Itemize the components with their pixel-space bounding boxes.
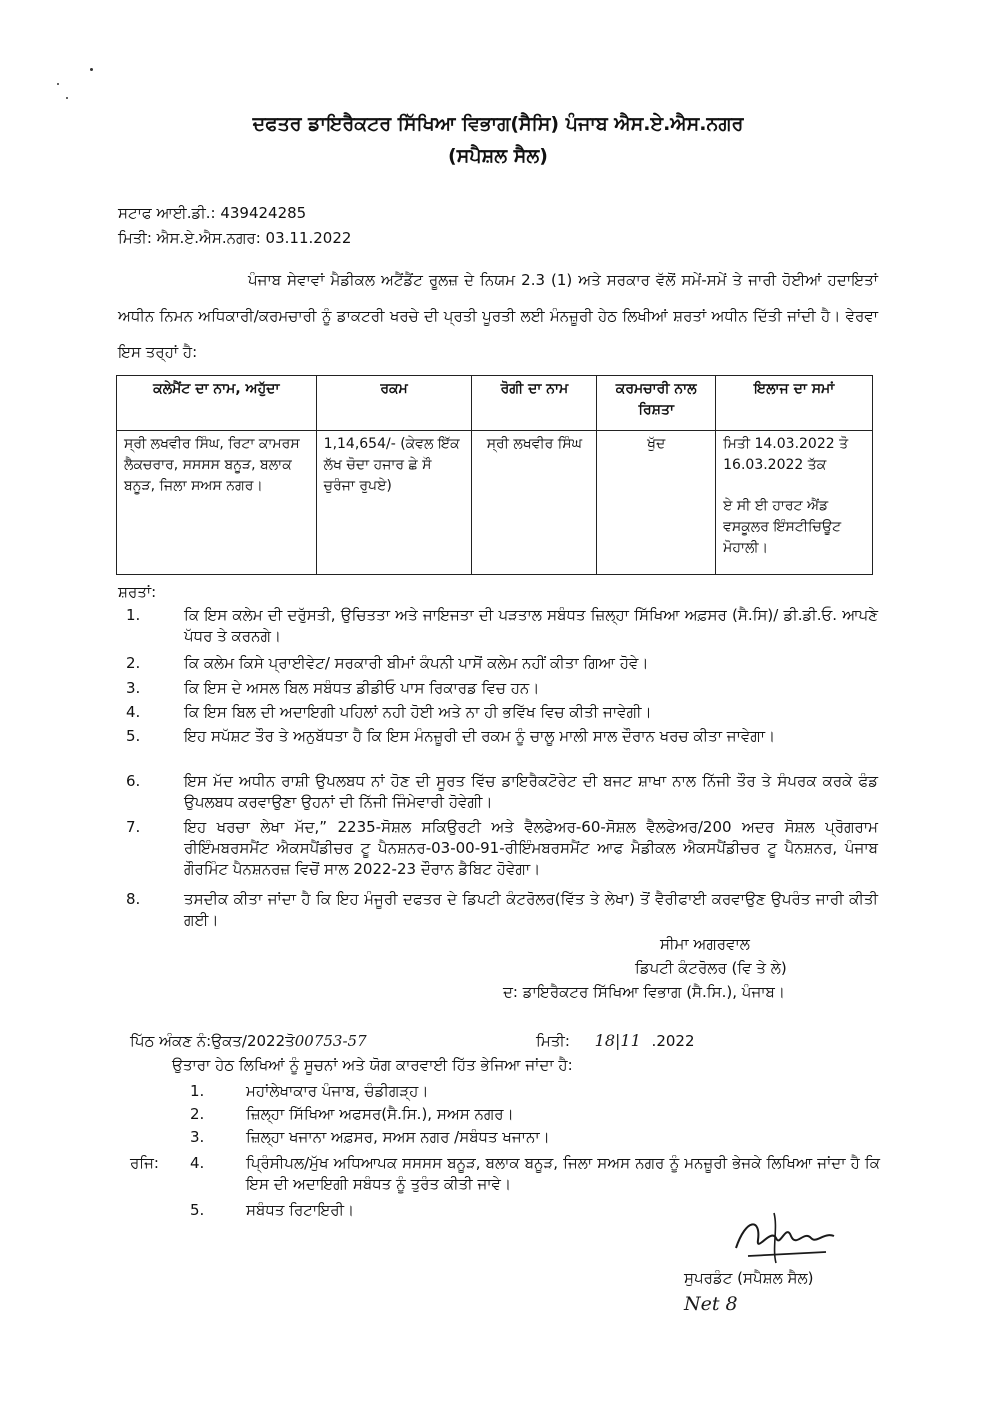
copy-number: 1. <box>190 1082 205 1100</box>
claimant-cell: ਸ੍ਰੀ ਲਖਵੀਰ ਸਿੰਘ, ਰਿਟਾ ਕਾਮਰਸ ਲੈਕਚਰਾਰ, ਸਸਸਸ ਬਨੂੜ, ਬਲਾਕ ਬਨੂੜ, ਜਿਲਾ ਸਅਸ ਨਗਰ। <box>117 431 317 575</box>
signatory-office: ਦ: ਡਾਇਰੈਕਟਰ ਸਿੱਖਿਆ ਵਿਭਾਗ (ਸੈ.ਸਿ.), ਪੰਜਾਬ। <box>503 983 786 1001</box>
staff-id: ਸਟਾਫ ਆਈ.ਡੀ.: 439424285 <box>118 204 307 222</box>
col-period-header: ਇਲਾਜ ਦਾ ਸਮਾਂ <box>716 376 873 431</box>
endorsement-number-handwritten: 00753-57 <box>294 1032 367 1050</box>
condition-text: ਇਹ ਸਪੱਸ਼ਟ ਤੌਰ ਤੇ ਅਨੁਬੱਧਤਾ ਹੈ ਕਿ ਇਸ ਮੰਨਜ਼ੂਰੀ ਦੀ ਰਕਮ ਨੂੰ ਚਾਲੂ ਮਾਲੀ ਸਾਲ ਦੌਰਾਨ ਖਰਚ ਕੀਤਾ ਜਾਵੇਗਾ। <box>184 727 776 745</box>
copy-text: ਪ੍ਰਿੰਸੀਪਲ/ਮੁੱਖ ਅਧਿਆਪਕ ਸਸਸਸ ਬਨੂੜ, ਬਲਾਕ ਬਨੂੜ, ਜਿਲਾ ਸਅਸ ਨਗਰ ਨੂੰ ਮਨਜ਼ੂਰੀ ਭੇਜਕੇ ਲਿਖਿਆ ਜਾਂਦਾ ਹੈ ਕਿ ਇਸ ਦੀ ਅਦਾਇਗੀ ਸਬੰਧਤ ਨੂੰ ਤੁਰੰਤ ਕੀਤੀ ਜਾਵੇ। <box>246 1154 880 1193</box>
condition-text: ਕਿ ਇਸ ਕਲੇਮ ਦੀ ਦਰੁੱਸਤੀ, ਉਚਿਤਤਾ ਅਤੇ ਜਾਇਜਤਾ ਦੀ ਪੜਤਾਲ ਸਬੰਧਤ ਜ਼ਿਲ੍ਹਾ ਸਿੱਖਿਆ ਅਫ਼ਸਰ (ਸੈ.ਸਿ)/ ਡੀ.ਡੀ.ਓ. ਆਪਣੇ ਪੱਧਰ ਤੇ ਕਰਨਗੇ। <box>184 606 878 645</box>
condition-number: 3. <box>126 679 141 697</box>
copy-text: ਜ਼ਿਲ੍ਹਾ ਖਜਾਨਾ ਅਫ਼ਸਰ, ਸਅਸ ਨਗਰ /ਸਬੰਧਤ ਖਜਾਨਾ। <box>246 1128 550 1146</box>
copy-number: 2. <box>190 1105 205 1123</box>
endorsement-number <box>130 1031 367 1051</box>
claim-details-table <box>116 375 873 575</box>
cell-title: (ਸਪੈਸ਼ਲ ਸੈਲ) <box>448 145 548 167</box>
condition-text: ਤਸਦੀਕ ਕੀਤਾ ਜਾਂਦਾ ਹੈ ਕਿ ਇਹ ਮੰਜੂਰੀ ਦਫਤਰ ਦੇ ਡਿਪਟੀ ਕੰਟਰੋਲਰ(ਵਿੱਤ ਤੇ ਲੇਖਾ) ਤੋਂ ਵੈਰੀਫਾਈ ਕਰਵਾਉਣ ਉਪਰੰਤ ਜਾਰੀ ਕੀਤੀ ਗਈ। <box>184 890 878 929</box>
signatory-designation: ਡਿਪਟੀ ਕੰਟਰੋਲਰ (ਵਿ ਤੇ ਲੇ) <box>635 959 787 977</box>
condition-number: 4. <box>126 703 141 721</box>
condition-item <box>118 678 878 699</box>
col-patient-header: ਰੋਗੀ ਦਾ ਨਾਮ <box>472 376 597 431</box>
condition-item <box>118 702 878 723</box>
handwritten-note: Net 8 <box>684 1293 738 1315</box>
copy-number: 5. <box>190 1201 205 1219</box>
condition-text: ਕਿ ਇਸ ਦੇ ਅਸਲ ਬਿਲ ਸਬੰਧਤ ਡੀਡੀਓ ਪਾਸ ਰਿਕਾਰਡ ਵਿਚ ਹਨ। <box>184 679 540 697</box>
condition-item <box>118 605 878 647</box>
amount-cell: 1,14,654/- (ਕੇਵਲ ਇੱਕ ਲੱਖ ਚੋਦਾ ਹਜਾਰ ਛੇ ਸੌ ਚੁਰੰਜਾ ਰੁਪਏ) <box>316 431 472 575</box>
col-relation-header: ਕਰਮਚਾਰੀ ਨਾਲ ਰਿਸ਼ਤਾ <box>597 376 716 431</box>
copy-recipient <box>190 1104 880 1125</box>
endorsement-date <box>536 1031 695 1051</box>
endorsement-intro: ਉਤਾਰਾ ਹੇਠ ਲਿਖਿਆਂ ਨੂੰ ਸੂਚਨਾਂ ਅਤੇ ਯੋਗ ਕਾਰਵਾਈ ਹਿੱਤ ਭੇਜਿਆ ਜਾਂਦਾ ਹੈ: <box>172 1056 573 1074</box>
signature-icon <box>716 1208 846 1268</box>
copy-recipient <box>190 1127 880 1148</box>
relation-cell: ਖੁੱਦ <box>597 431 716 575</box>
endorsement-number-printed: ਪਿੱਠ ਅੰਕਣ ਨੰ:ਉਕਤ/2022ਤੋ <box>130 1032 295 1050</box>
conditions-label: ਸ਼ਰਤਾਂ: <box>118 583 157 601</box>
superintendent-designation: ਸੁਪਰਡੰਟ (ਸਪੈਸ਼ਲ ਸੈਲ) <box>684 1269 814 1287</box>
condition-item <box>118 726 878 747</box>
condition-text: ਇਹ ਖਰਚਾ ਲੇਖਾ ਮੱਦ,” 2235-ਸੋਸ਼ਲ ਸਕਿਉਰਟੀ ਅਤੇ ਵੈਲਫੇਅਰ-60-ਸੋਸ਼ਲ ਵੈਲਫੇਅਰ/200 ਅਦਰ ਸੋਸ਼ਲ ਪ੍ਰੋਗਰਾਮ ਰੀਇੰਮਬਰਸਮੈਂਟ ਐਕਸਪੈਂਡੀਚਰ ਟੂ ਪੈਨਸ਼ਨਰ-03-00-91-ਰੀਇੰਮਬਰਸਮੈਂਟ ਆਫ ਮੈਡੀਕਲ ਐਕਸਪੈਂਡੀਚਰ ਟੂ ਪੈਨਸ਼ਨਰ, ਪੰਜਾਬ ਗੌਰਮਿੰਟ ਪੈਨਸ਼ਨਰਜ਼ ਵਿਚੋਂ ਸਾਲ 2022-23 ਦੌਰਾਨ ਡੈਬਿਟ ਹੋਵੇਗਾ। <box>184 818 878 878</box>
condition-text: ਕਿ ਕਲੇਮ ਕਿਸੇ ਪ੍ਰਾਈਵੇਟ/ ਸਰਕਾਰੀ ਬੀਮਾਂ ਕੰਪਨੀ ਪਾਸੋਂ ਕਲੇਮ ਨਹੀਂ ਕੀਤਾ ਗਿਆ ਹੋਵੇ। <box>184 654 649 672</box>
endorsement-date-label: ਮਿਤੀ: <box>536 1032 570 1050</box>
period-cell <box>716 431 873 575</box>
copy-text: ਮਹਾਂਲੇਖਾਕਾਰ ਪੰਜਾਬ, ਚੰਡੀਗੜ੍ਹ। <box>246 1082 429 1100</box>
endorsement-date-handwritten: 18|11 <box>594 1031 641 1050</box>
copy-recipient <box>190 1081 880 1102</box>
condition-item <box>118 771 878 813</box>
signatory-name: ਸੀਮਾ ਅਗਰਵਾਲ <box>660 935 750 953</box>
condition-text: ਕਿ ਇਸ ਬਿਲ ਦੀ ਅਦਾਇਗੀ ਪਹਿਲਾਂ ਨਹੀ ਹੋਈ ਅਤੇ ਨਾ ਹੀ ਭਵਿੱਖ ਵਿਚ ਕੀਤੀ ਜਾਵੇਗੀ। <box>184 703 652 721</box>
condition-number: 5. <box>126 727 141 745</box>
condition-item <box>118 817 878 880</box>
letter-date: ਮਿਤੀ: ਐਸ.ਏ.ਐਸ.ਨਗਰ: 03.11.2022 <box>118 229 352 247</box>
patient-cell: ਸ੍ਰੀ ਲਖਵੀਰ ਸਿੰਘ <box>472 431 597 575</box>
condition-number: 8. <box>126 890 141 908</box>
condition-number: 2. <box>126 654 141 672</box>
condition-number: 7. <box>126 818 141 836</box>
col-amount-header: ਰਕਮ <box>316 376 472 431</box>
treatment-dates: ਮਿਤੀ 14.03.2022 ਤੋ 16.03.2022 ਤੱਕ <box>723 436 849 473</box>
scan-speck <box>57 83 59 85</box>
table-row <box>117 431 873 575</box>
signatory-block <box>503 932 880 1004</box>
office-title: ਦਫਤਰ ਡਾਇਰੈਕਟਰ ਸਿੱਖਿਆ ਵਿਭਾਗ(ਸੈਸਿ) ਪੰਜਾਬ ਐਸ.ਏ.ਐਸ.ਨਗਰ <box>252 113 744 135</box>
registered-label: ਰਜਿ: <box>130 1154 159 1172</box>
copy-text: ਜ਼ਿਲ੍ਹਾ ਸਿੱਖਿਆ ਅਫਸਰ(ਸੈ.ਸਿ.), ਸਅਸ ਨਗਰ। <box>246 1105 514 1123</box>
copy-recipient <box>190 1153 880 1195</box>
condition-number: 1. <box>126 606 141 624</box>
condition-item <box>118 889 878 931</box>
intro-paragraph: ਪੰਜਾਬ ਸੇਵਾਵਾਂ ਮੈਡੀਕਲ ਅਟੈਂਡੈਂਟ ਰੂਲਜ਼ ਦੇ ਨਿਯਮ 2.3 (1) ਅਤੇ ਸਰਕਾਰ ਵੱਲੋਂ ਸਮੇਂ-ਸਮੇਂ ਤੇ ਜਾਰੀ ਹੋਈਆਂ ਹਦਾਇਤਾਂ ਅਧੀਨ ਨਿਮਨ ਅਧਿਕਾਰੀ/ਕਰਮਚਾਰੀ ਨੂੰ ਡਾਕਟਰੀ ਖਰਚੇ ਦੀ ਪ੍ਰਤੀ ਪੂਰਤੀ ਲਈ ਮੰਨਜ਼ੂਰੀ ਹੇਠ ਲਿਖੀਆਂ ਸ਼ਰਤਾਂ ਅਧੀਨ ਦਿੱਤੀ ਜਾਂਦੀ ਹੈ। ਵੇਰਵਾ ਇਸ ਤਰ੍ਹਾਂ ਹੈ: <box>118 271 878 361</box>
condition-number: 6. <box>126 772 141 790</box>
scan-speck <box>90 68 93 71</box>
copy-number: 3. <box>190 1128 205 1146</box>
col-claimant-header: ਕਲੇਮੈਂਟ ਦਾ ਨਾਮ, ਅਹੁੱਦਾ <box>117 376 317 431</box>
hospital-name: ਏ ਸੀ ਈ ਹਾਰਟ ਐਂਡ ਵਸਕੂਲਰ ਇੰਸਟੀਚਿਊਟ ਮੋਹਾਲੀ। <box>723 498 842 556</box>
condition-text: ਇਸ ਮੱਦ ਅਧੀਨ ਰਾਸ਼ੀ ਉਪਲਬਧ ਨਾਂ ਹੋਣ ਦੀ ਸੂਰਤ ਵਿੱਚ ਡਾਇਰੈਕਟੋਰੇਟ ਦੀ ਬਜਟ ਸ਼ਾਖਾ ਨਾਲ ਨਿੱਜੀ ਤੌਰ ਤੇ ਸੰਪਰਕ ਕਰਕੇ ਫੰਡ ਉਪਲਬਧ ਕਰਵਾਉਣਾ ਉਹਨਾਂ ਦੀ ਨਿੱਜੀ ਜਿੰਮੇਵਾਰੀ ਹੋਵੇਗੀ। <box>184 772 878 811</box>
scan-speck <box>66 97 68 99</box>
endorsement-date-year: .2022 <box>651 1032 695 1050</box>
copy-number: 4. <box>190 1154 205 1172</box>
copy-text: ਸਬੰਧਤ ਰਿਟਾਇਰੀ। <box>246 1201 355 1219</box>
table-header-row <box>117 376 873 431</box>
condition-item <box>118 653 878 674</box>
